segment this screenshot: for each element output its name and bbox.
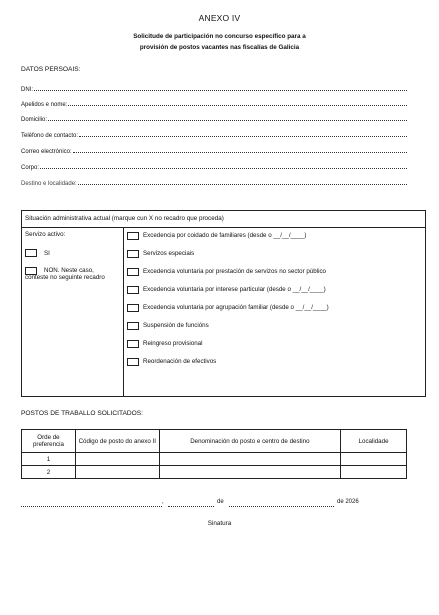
option-checkbox-3[interactable]	[127, 268, 139, 276]
header-code: Código de posto do anexo II	[75, 430, 159, 453]
yes-label: SI	[44, 250, 50, 257]
option-checkbox-1[interactable]	[127, 232, 139, 240]
document-title-line-2: provisión de postos vacantes nas fiscalías de Galicia	[139, 44, 300, 51]
header-post-name: Denominación do posto e centro de destino	[159, 430, 340, 453]
option-label-3: Excedencia voluntaria por prestación de servizos no sector público	[143, 268, 326, 275]
name-field[interactable]	[21, 99, 407, 108]
email-label: Correo electrónico:	[21, 149, 72, 155]
personal-data-heading: DATOS PERSOAIS:	[21, 66, 81, 73]
row-code-cell[interactable]	[75, 453, 159, 466]
option-label-8: Reordenación de efectivos	[143, 358, 217, 365]
option-checkbox-7[interactable]	[127, 340, 139, 348]
option-checkbox-4[interactable]	[127, 286, 139, 294]
table-row	[22, 466, 407, 479]
row-post-name-cell[interactable]	[159, 453, 340, 466]
email-field[interactable]	[21, 146, 407, 155]
phone-field[interactable]	[21, 130, 407, 139]
header-order: Orde de preferencia	[22, 430, 76, 453]
phone-line[interactable]	[79, 136, 407, 137]
option-label-4: Excedencia voluntaria por interese particular (desde o __/__/____)	[143, 286, 326, 293]
option-checkbox-8[interactable]	[127, 358, 139, 366]
date-de-2: de 2026	[337, 499, 359, 505]
option-checkbox-5[interactable]	[127, 304, 139, 312]
destination-label: Destino e localidade:	[21, 181, 77, 187]
posts-table	[21, 429, 407, 479]
address-line[interactable]	[48, 120, 407, 121]
dni-field[interactable]	[21, 84, 407, 93]
row-code-cell[interactable]	[75, 466, 159, 479]
name-line[interactable]	[68, 105, 407, 106]
destination-field[interactable]	[21, 178, 407, 187]
row-locality-cell[interactable]	[341, 466, 407, 479]
situation-divider	[123, 228, 124, 397]
no-label: NON. Neste caso, conteste no seguinte recadro	[25, 267, 105, 281]
place-line[interactable]	[21, 506, 162, 507]
signature-label: Sinatura	[207, 520, 232, 527]
dni-line[interactable]	[34, 90, 407, 91]
option-checkbox-6[interactable]	[127, 322, 139, 330]
row-locality-cell[interactable]	[341, 453, 407, 466]
active-service-label: Servizo activo:	[25, 231, 66, 238]
posts-header-row	[22, 430, 407, 453]
option-label-7: Reingreso provisional	[143, 340, 203, 347]
day-line[interactable]	[168, 506, 214, 507]
month-line[interactable]	[229, 506, 334, 507]
email-line[interactable]	[73, 152, 407, 153]
comma-separator: ,	[162, 499, 164, 505]
row-post-name-cell[interactable]	[159, 466, 340, 479]
table-row	[22, 453, 407, 466]
phone-label: Teléfono de contacto:	[21, 133, 79, 139]
destination-line[interactable]	[78, 184, 407, 185]
address-field[interactable]	[21, 114, 407, 123]
corps-line[interactable]	[40, 168, 407, 169]
option-label-5: Excedencia voluntaria por agrupación familiar (desde o __/__/____)	[143, 304, 329, 311]
option-label-6: Suspensión de funcións	[143, 322, 209, 329]
situation-box-title: Situación administrativa actual (marque cun X no recadro que proceda)	[21, 210, 426, 228]
option-label-1: Excedencia por coidado de familiares (desde o __/__/____)	[143, 232, 307, 239]
name-label: Apelidos e nome:	[21, 102, 68, 108]
address-label: Domicilio:	[21, 117, 48, 123]
document-title-line-1: Solicitude de participación no concurso específico para a	[133, 33, 306, 40]
option-checkbox-2[interactable]	[127, 250, 139, 258]
corps-field[interactable]	[21, 162, 407, 171]
row-order: 2	[22, 466, 76, 479]
annex-title: ANEXO IV	[198, 13, 241, 23]
header-locality: Localidade	[341, 430, 407, 453]
dni-label: DNI:	[21, 87, 33, 93]
row-order: 1	[22, 453, 76, 466]
option-label-2: Servizos especiais	[143, 250, 195, 257]
posts-heading: POSTOS DE TRABALLO SOLICITADOS:	[21, 410, 144, 417]
yes-checkbox[interactable]	[25, 249, 37, 257]
date-de-1: de	[217, 499, 224, 505]
corps-label: Corpo:	[21, 165, 40, 171]
